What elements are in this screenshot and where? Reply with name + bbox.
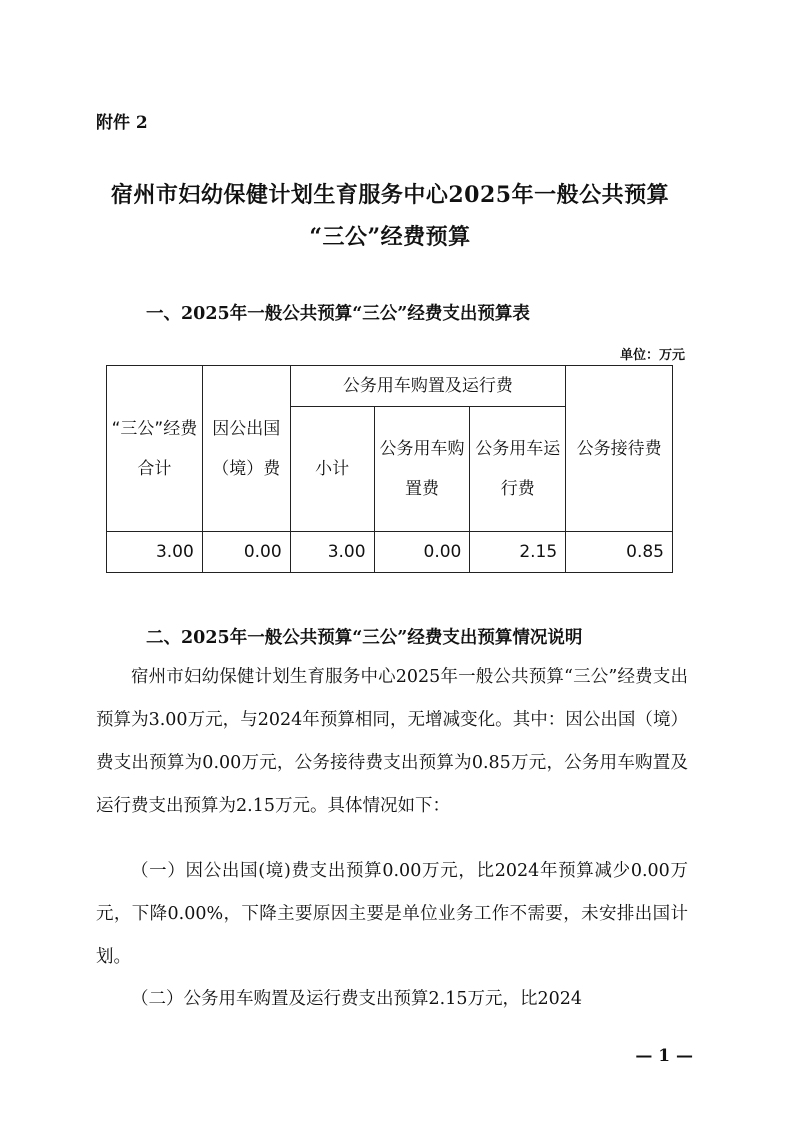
paragraph-overview: 宿州市妇幼保健计划生育服务中心2025年一般公共预算“三公”经费支出预算为3.00万元，与2024年预算相同，无增减变化。其中：因公出国（境）费支出预算为0.00万元，公务接待费支出预算为0.85万元，公务用车购置及运行费支出预算为2.15万元。具体情况如下： (96, 667, 688, 816)
header-abroad: 因公出国（境）费 (202, 366, 290, 532)
header-total: “三公”经费合计 (107, 366, 203, 532)
value-vehicle-purchase: 0.00 (374, 532, 470, 573)
header-reception: 公务接待费 (566, 366, 673, 532)
header-vehicle-purchase: 公务用车购置费 (374, 407, 470, 532)
value-vehicle-operation: 2.15 (470, 532, 566, 573)
header-vehicle-group: 公务用车购置及运行费 (290, 366, 565, 407)
value-subtotal: 3.00 (290, 532, 374, 573)
document-title-line1: 宿州市妇幼保健计划生育服务中心2025年一般公共预算 (110, 182, 670, 208)
attachment-label: 附件 2 (96, 113, 148, 133)
section1-heading: 一、2025年一般公共预算“三公”经费支出预算表 (146, 304, 530, 324)
header-subtotal: 小计 (290, 407, 374, 532)
section2-heading: 二、2025年一般公共预算“三公”经费支出预算情况说明 (146, 628, 583, 648)
paragraph-abroad: （一）因公出国(境)费支出预算0.00万元，比2024年预算减少0.00万元，下降0.00%，下降主要原因主要是单位业务工作不需要，未安排出国计划。 (96, 861, 688, 967)
budget-table (106, 365, 673, 573)
page-number: — 1 — (635, 1046, 693, 1066)
value-abroad: 0.00 (202, 532, 290, 573)
header-vehicle-operation: 公务用车运行费 (470, 407, 566, 532)
paragraph-vehicle: （二）公务用车购置及运行费支出预算2.15万元，比2024 (131, 989, 582, 1009)
unit-label: 单位：万元 (619, 348, 685, 363)
table-row (107, 532, 673, 573)
value-reception: 0.85 (566, 532, 673, 573)
table-header-row (107, 366, 673, 407)
value-total: 3.00 (107, 532, 203, 573)
document-title-line2: “三公”经费预算 (309, 224, 471, 250)
